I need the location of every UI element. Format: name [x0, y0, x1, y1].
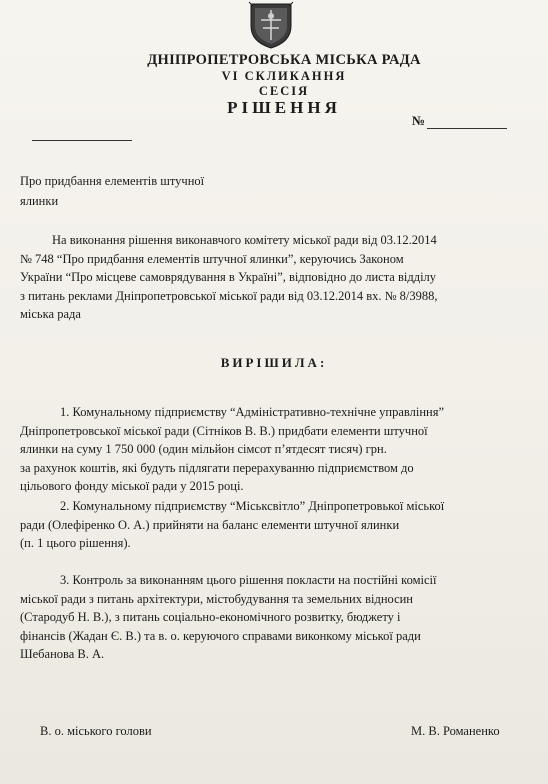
council-name: ДНІПРОПЕТРОВСЬКА МІСЬКА РАДА: [147, 52, 421, 68]
subject-line: ялинки: [20, 194, 59, 208]
text-line: міської ради з питань архітектури, містобудування та земельних відносин: [20, 591, 413, 606]
date-blank-line: [32, 140, 132, 141]
text-line: за рахунок коштів, які будуть підлягати перерахуванню підприємством до: [20, 460, 414, 475]
city-coat-of-arms-icon: [247, 0, 295, 50]
item-3-paragraph: [20, 571, 528, 664]
text-line: фінансів (Жадан Є. В.) та в. о. керуючого справами виконкому міської ради: [20, 628, 421, 643]
document-type: РІШЕННЯ: [227, 98, 341, 117]
text-line: міська рада: [20, 307, 81, 321]
text-line: 2. Комунальному підприємству “Міськсвітло” Дніпропетровької міської: [60, 499, 445, 513]
text-line: (п. 1 цього рішення).: [20, 536, 131, 550]
document-number: [412, 113, 507, 129]
text-line: ради (Олефіренко О. А.) прийняти на баланс елементи штучної ялинки: [20, 517, 400, 532]
text-line: На виконання рішення виконавчого комітету міської ради від 03.12.2014: [52, 233, 437, 247]
signatory-title: В. о. міського голови: [40, 724, 152, 738]
item-1-paragraph: [20, 403, 528, 496]
resolved-heading: ВИРІШИЛА:: [220, 355, 328, 370]
text-line: (Стародуб Н. В.), з питань соціально-економічного розвитку, бюджету і: [20, 610, 401, 624]
signatory-name: М. В. Романенко: [411, 724, 500, 738]
text-line: 3. Контроль за виконанням цього рішення покласти на постійні комісії: [60, 573, 437, 587]
intro-paragraph: [20, 231, 528, 324]
session: СЕСІЯ: [258, 84, 310, 98]
convocation: VI СКЛИКАННЯ: [221, 69, 347, 83]
text-line: Дніпропетровської міської ради (Сітніков В. В.) придбати елементи штучної: [20, 423, 428, 438]
text-line: Шебанова В. А.: [20, 647, 105, 661]
text-line: 1. Комунальному підприємству “Адміністративно-технічне управління”: [60, 405, 444, 419]
document-subject: [20, 171, 280, 211]
number-blank-line: [427, 128, 507, 129]
subject-line: Про придбання елементів штучної: [20, 174, 205, 188]
text-line: України “Про місцеве самоврядування в Україні”, відповідно до листа відділу: [20, 270, 437, 284]
text-line: з питань реклами Дніпропетровської міської ради від 03.12.2014 вх. № 8/3988,: [20, 288, 438, 303]
text-line: № 748 “Про придбання елементів штучної ялинки”, керуючись Законом: [20, 251, 404, 266]
text-line: цільового фонду міської ради у 2015 році.: [20, 479, 244, 493]
text-line: ялинки на суму 1 750 000 (один мільйон сімсот п’ятдесят тисяч) грн.: [20, 442, 387, 456]
number-sign: №: [412, 113, 426, 128]
item-2-paragraph: [20, 497, 528, 553]
